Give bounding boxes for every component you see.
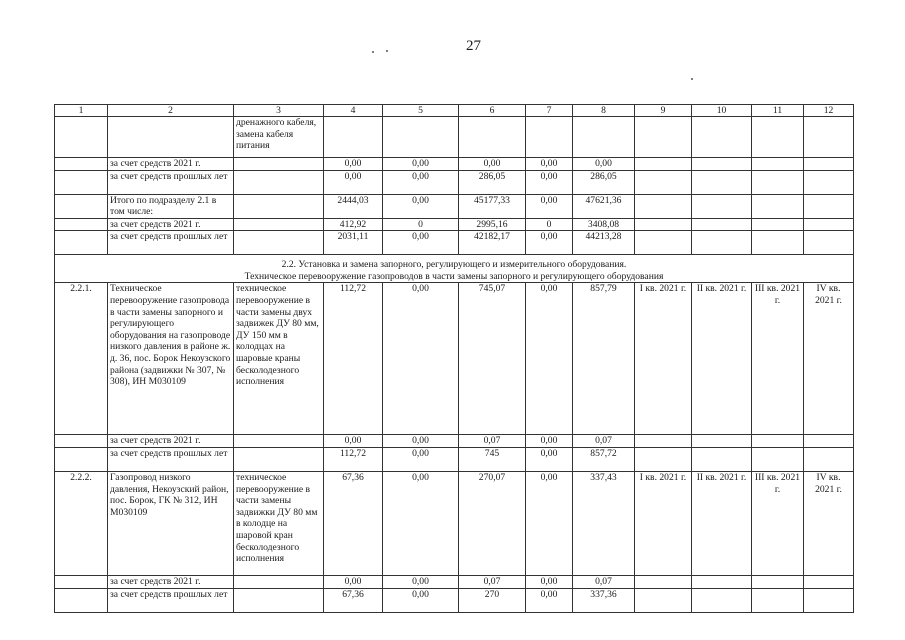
cell-value: 857,79 — [573, 283, 635, 435]
row-label: за счет средств прошлых лет — [108, 231, 234, 255]
cell-value: 2031,11 — [324, 231, 383, 255]
cell-value: 0,00 — [526, 471, 573, 575]
cell-value: 0,00 — [383, 588, 459, 612]
table-row — [55, 575, 854, 588]
cell-value: 112,72 — [324, 447, 383, 471]
cell-value: 0,00 — [526, 435, 573, 448]
cell-value: 0,00 — [383, 158, 459, 171]
cell-value: 0,00 — [324, 158, 383, 171]
cell-value: 0,00 — [459, 158, 526, 171]
col-header: 9 — [635, 105, 692, 117]
cell-value: 745,07 — [459, 283, 526, 435]
table-row — [55, 158, 854, 171]
cell-value: 0,00 — [383, 231, 459, 255]
table-row — [55, 231, 854, 255]
cell-value: 745 — [459, 447, 526, 471]
section-row — [55, 255, 854, 283]
table-row — [55, 471, 854, 575]
quarter-cell: I кв. 2021 г. — [635, 283, 692, 435]
cell-value: 67,36 — [324, 471, 383, 575]
section-title-line-1: 2.2. Установка и замена запорного, регулирующего и измерительного оборудования. — [281, 259, 627, 271]
header-row — [55, 105, 854, 117]
col-header: 11 — [752, 105, 804, 117]
col-header: 2 — [108, 105, 234, 117]
cell-value: 112,72 — [324, 283, 383, 435]
quarter-cell: II кв. 2021 г. — [692, 283, 752, 435]
table-row — [55, 194, 854, 218]
cell-value: 0,00 — [526, 588, 573, 612]
col-header: 5 — [383, 105, 459, 117]
cell-value: 0,00 — [324, 435, 383, 448]
cell-value: 286,05 — [459, 170, 526, 194]
cell-value: 0,00 — [383, 447, 459, 471]
cell-value: 0,00 — [383, 575, 459, 588]
cell-value: 0,00 — [526, 575, 573, 588]
table-row — [55, 447, 854, 471]
table-row — [55, 435, 854, 448]
cell-value: 0,07 — [573, 435, 635, 448]
cell-value: 857,72 — [573, 447, 635, 471]
cell-value: 270,07 — [459, 471, 526, 575]
cell-value: 0,00 — [383, 194, 459, 218]
quarter-cell: III кв. 2021 г. — [752, 283, 804, 435]
cell-value: 0,00 — [324, 170, 383, 194]
col-header: 3 — [234, 105, 324, 117]
cell-value: 2995,16 — [459, 218, 526, 231]
cell-value: 0,00 — [526, 231, 573, 255]
cell-value: 0,00 — [526, 194, 573, 218]
row-label: Итого по подразделу 2.1 в том числе: — [108, 194, 234, 218]
cell-value: 67,36 — [324, 588, 383, 612]
cell-value: 0,00 — [383, 435, 459, 448]
cell-value: 0,07 — [459, 435, 526, 448]
cell-value: 412,92 — [324, 218, 383, 231]
table-row — [55, 117, 854, 158]
scan-speck — [691, 78, 693, 80]
cell-value: 0,00 — [526, 447, 573, 471]
cell-value: 0,00 — [383, 170, 459, 194]
cell-value: 0 — [526, 218, 573, 231]
row-label: за счет средств 2021 г. — [108, 218, 234, 231]
item-name: Газопровод низкого давления, Некоузский район, пос. Борок, ГК № 312, ИН М030109 — [108, 471, 234, 575]
section-title — [55, 255, 854, 283]
work-description: дренажного кабеля, замена кабеля питания — [234, 117, 324, 158]
cell-value: 0,00 — [526, 283, 573, 435]
cell-value: 2444,03 — [324, 194, 383, 218]
quarter-cell: II кв. 2021 г. — [692, 471, 752, 575]
scan-speck — [386, 50, 388, 52]
table-row — [55, 170, 854, 194]
quarter-cell: III кв. 2021 г. — [752, 471, 804, 575]
row-label: за счет средств прошлых лет — [108, 588, 234, 612]
col-header: 12 — [804, 105, 854, 117]
item-code: 2.2.1. — [55, 283, 108, 435]
col-header: 4 — [324, 105, 383, 117]
row-label: за счет средств 2021 г. — [108, 435, 234, 448]
cell-value: 3408,08 — [573, 218, 635, 231]
cell-value: 0,07 — [459, 575, 526, 588]
row-label: за счет средств прошлых лет — [108, 170, 234, 194]
cell-value: 0,07 — [573, 575, 635, 588]
cell-value: 0,00 — [526, 158, 573, 171]
table-row — [55, 588, 854, 612]
table-row — [55, 283, 854, 435]
table-row — [55, 218, 854, 231]
row-label: за счет средств 2021 г. — [108, 158, 234, 171]
quarter-cell: IV кв. 2021 г. — [804, 283, 854, 435]
cell-value: 47621,36 — [573, 194, 635, 218]
cell-value: 286,05 — [573, 170, 635, 194]
data-table — [54, 104, 854, 613]
row-label: за счет средств прошлых лет — [108, 447, 234, 471]
quarter-cell: IV кв. 2021 г. — [804, 471, 854, 575]
row-label: за счет средств 2021 г. — [108, 575, 234, 588]
col-header: 10 — [692, 105, 752, 117]
col-header: 1 — [55, 105, 108, 117]
cell-value: 0 — [383, 218, 459, 231]
cell-value: 44213,28 — [573, 231, 635, 255]
item-code: 2.2.2. — [55, 471, 108, 575]
cell-value: 0,00 — [573, 158, 635, 171]
col-header: 7 — [526, 105, 573, 117]
cell-value: 337,36 — [573, 588, 635, 612]
cell-value: 0,00 — [383, 283, 459, 435]
col-header: 6 — [459, 105, 526, 117]
col-header: 8 — [573, 105, 635, 117]
item-name: Техническое перевооружение газопровода в части замены запорного и регулирующего оборудования на газопроводе низкого давления в районе ж. д. 36, пос. Борок Некоузского района (задвижки № 307, № 308), ИН М030109 — [108, 283, 234, 435]
work-description: техническое перевооружение в части замены задвижки ДУ 80 мм в колодце на шаровой кран бесколодезного исполнения — [234, 471, 324, 575]
work-description: техническое перевооружение в части замены двух задвижек ДУ 80 мм, ДУ 150 мм в колодцах на шаровые краны бесколодезного исполнения — [234, 283, 324, 435]
quarter-cell: I кв. 2021 г. — [635, 471, 692, 575]
cell-value: 337,43 — [573, 471, 635, 575]
cell-value: 270 — [459, 588, 526, 612]
cell-value: 0,00 — [526, 170, 573, 194]
cell-value: 45177,33 — [459, 194, 526, 218]
cell-value: 0,00 — [383, 471, 459, 575]
cell-value: 42182,17 — [459, 231, 526, 255]
cell-value: 0,00 — [324, 575, 383, 588]
section-title-line-2: Техническое перевооружение газопроводов в части замены запорного и регулирующего оборудования — [244, 270, 664, 282]
scan-speck — [372, 51, 374, 53]
page-number: 27 — [466, 38, 481, 54]
